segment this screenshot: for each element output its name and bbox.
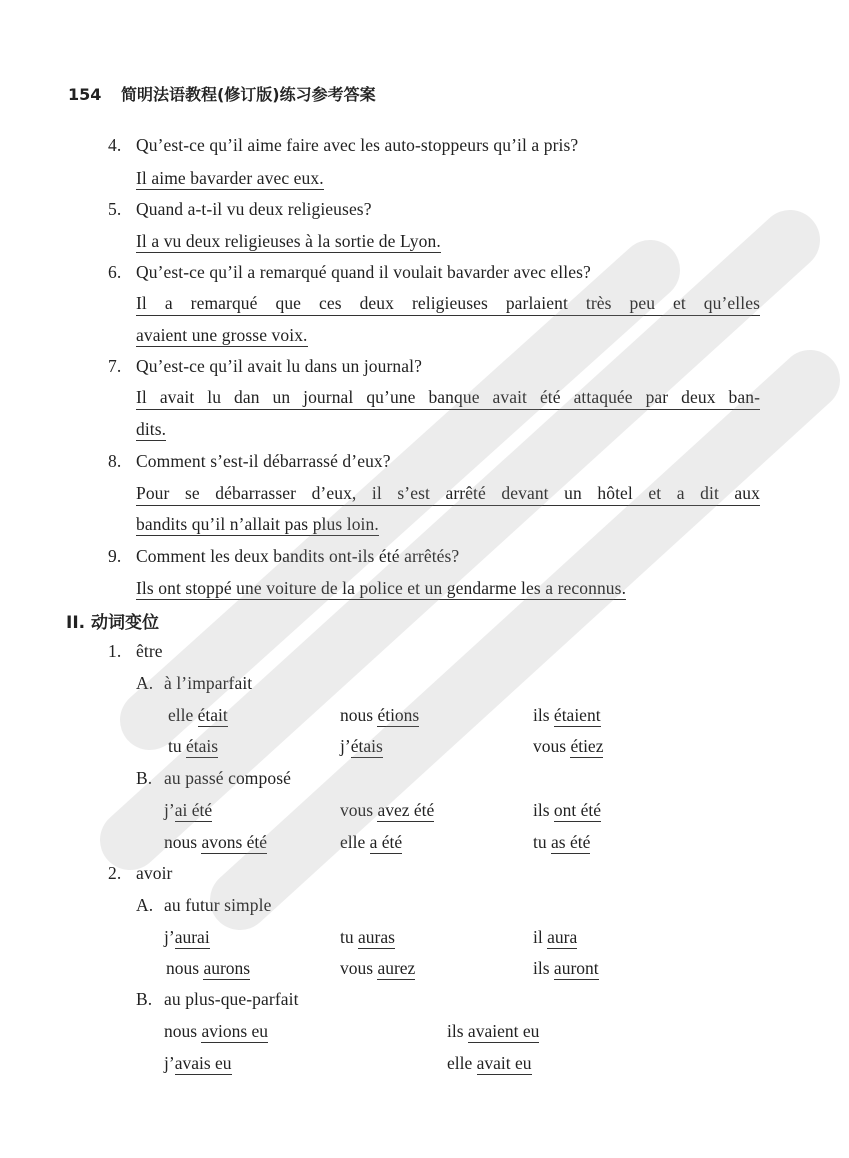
conjugation-cell: nous aurons — [166, 958, 251, 978]
conjugation-cell: elle a été — [340, 832, 403, 852]
question-6: 6. Qu’est-ce qu’il a remarqué quand il voulait bavarder avec elles? — [108, 262, 591, 282]
page-number: 154 — [68, 85, 102, 104]
answer-8-line-2: bandits qu’il n’allait pas plus loin. — [136, 514, 379, 534]
question-7: 7. Qu’est-ce qu’il avait lu dans un journal? — [108, 356, 422, 376]
tense-heading: B. au plus-que-parfait — [136, 989, 299, 1009]
conjugation-cell: elle avait eu — [447, 1053, 532, 1073]
conjugation-cell: tu étais — [168, 736, 219, 756]
question-4: 4. Qu’est-ce qu’il aime faire avec les auto-stoppeurs qu’il a pris? — [108, 135, 579, 155]
section-heading: II. 动词变位 — [66, 613, 160, 633]
conjugation-cell: vous aurez — [340, 958, 416, 978]
conjugation-cell: j’avais eu — [164, 1053, 232, 1073]
question-8: 8. Comment s’est-il débarrassé d’eux? — [108, 451, 391, 471]
conjugation-cell: ils ont été — [533, 800, 602, 820]
verb-heading: 1. être — [108, 641, 163, 661]
conjugation-cell: j’aurai — [164, 927, 210, 947]
answer-9: Ils ont stoppé une voiture de la police et un gendarme les a reconnus. — [136, 578, 627, 598]
question-9: 9. Comment les deux bandits ont-ils été arrêtés? — [108, 546, 460, 566]
answer-7-line-1: Il avait lu dan un journal qu’une banque avait été attaquée par deux ban- — [136, 387, 760, 410]
watermark — [90, 120, 849, 1020]
conjugation-cell: ils auront — [533, 958, 599, 978]
tense-heading: A. au futur simple — [136, 895, 272, 915]
conjugation-cell: elle était — [168, 705, 228, 725]
tense-heading: B. au passé composé — [136, 768, 291, 788]
verb-heading: 2. avoir — [108, 863, 173, 883]
conjugation-cell: vous étiez — [533, 736, 604, 756]
answer-4: Il aime bavarder avec eux. — [136, 168, 324, 188]
conjugation-cell: nous avons été — [164, 832, 268, 852]
answer-8-line-1: Pour se débarrasser d’eux, il s’est arrêté devant un hôtel et a dit aux — [136, 483, 760, 506]
answer-6-line-2: avaient une grosse voix. — [136, 325, 308, 345]
answer-6-line-1: Il a remarqué que ces deux religieuses parlaient très peu et qu’elles — [136, 293, 760, 316]
conjugation-cell: tu as été — [533, 832, 591, 852]
conjugation-cell: il aura — [533, 927, 578, 947]
answer-5: Il a vu deux religieuses à la sortie de Lyon. — [136, 231, 441, 251]
conjugation-cell: nous avions eu — [164, 1021, 269, 1041]
conjugation-cell: vous avez été — [340, 800, 435, 820]
conjugation-cell: nous étions — [340, 705, 420, 725]
question-5: 5. Quand a-t-il vu deux religieuses? — [108, 199, 372, 219]
page-title: 简明法语教程(修订版)练习参考答案 — [120, 85, 376, 104]
answer-7-line-2: dits. — [136, 419, 167, 439]
conjugation-cell: ils étaient — [533, 705, 601, 725]
conjugation-cell: j’étais — [340, 736, 383, 756]
conjugation-cell: ils avaient eu — [447, 1021, 540, 1041]
conjugation-cell: tu auras — [340, 927, 395, 947]
tense-heading: A. à l’imparfait — [136, 673, 253, 693]
page-header — [68, 82, 376, 105]
conjugation-cell: j’ai été — [164, 800, 213, 820]
